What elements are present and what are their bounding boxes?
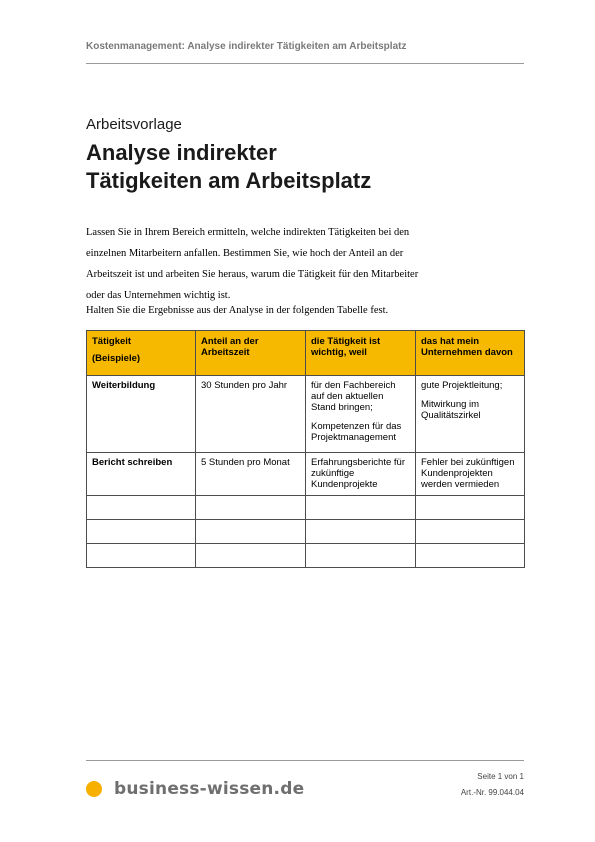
logo-text: business-wissen.de <box>114 779 305 799</box>
empty-cell <box>306 496 416 520</box>
header-share: Anteil an der Arbeitszeit <box>196 331 306 376</box>
cell-why-line: Kompetenzen für das Projektmanagement <box>311 421 402 443</box>
table-row <box>87 376 525 453</box>
empty-cell <box>196 496 306 520</box>
cell-share: 30 Stunden pro Jahr <box>196 376 306 453</box>
table-header-row <box>87 331 525 376</box>
cell-share: 5 Stunden pro Monat <box>196 453 306 496</box>
instruction-paragraph: Halten Sie die Ergebnisse aus der Analyse in der folgenden Tabelle fest. <box>86 305 389 316</box>
page-number: Seite 1 von 1 <box>477 772 524 781</box>
empty-cell <box>87 520 196 544</box>
cell-activity: Weiterbildung <box>87 376 196 453</box>
header-why: die Tätigkeit ist wichtig, weil <box>306 331 416 376</box>
cell-why: Erfahrungsberichte für zukünftige Kundenprojekte <box>306 453 416 496</box>
article-number: Art.-Nr. 99.044.04 <box>460 788 524 797</box>
running-header: Kostenmanagement: Analyse indirekter Tätigkeiten am Arbeitsplatz <box>86 41 407 52</box>
analysis-table <box>86 330 525 568</box>
cell-activity: Bericht schreiben <box>87 453 196 496</box>
page-title <box>86 139 526 195</box>
title-line-1: Analyse indirekter <box>86 140 277 165</box>
brand-logo <box>86 775 304 803</box>
cell-benefit <box>416 376 525 453</box>
table-row-empty <box>87 544 525 568</box>
empty-cell <box>196 520 306 544</box>
cell-benefit-line: gute Projektleitung; <box>421 380 503 391</box>
logo-dot-icon <box>86 781 102 797</box>
empty-cell <box>416 496 525 520</box>
header-activity-sub: (Beispiele) <box>92 353 141 364</box>
cell-benefit: Fehler bei zukünftigen Kundenprojekten werden vermieden <box>416 453 525 496</box>
empty-cell <box>416 520 525 544</box>
footer-divider <box>86 760 524 761</box>
empty-cell <box>196 544 306 568</box>
cell-why <box>306 376 416 453</box>
table-row-empty <box>87 496 525 520</box>
empty-cell <box>87 544 196 568</box>
cell-benefit-line: Mitwirkung im Qualitätszirkel <box>421 399 481 421</box>
empty-cell <box>87 496 196 520</box>
header-divider <box>86 63 524 64</box>
cell-why-line: für den Fachbereich auf den aktuellen Stand bringen; <box>311 380 396 413</box>
table-row <box>87 453 525 496</box>
intro-paragraph: Lassen Sie in Ihrem Bereich ermitteln, welche indirekten Tätigkeiten bei den einzelnen Mitarbeitern anfallen. Bestimmen Sie, wie hoch der Anteil an der Arbeitszeit ist und arbeiten Sie heraus, warum die Tätigkeit für den Mitarbeiter oder das Unternehmen wichtig ist. <box>86 227 419 301</box>
document-type-label: Arbeitsvorlage <box>86 116 182 133</box>
header-benefit: das hat mein Unternehmen davon <box>416 331 525 376</box>
empty-cell <box>306 544 416 568</box>
table-row-empty <box>87 520 525 544</box>
header-activity <box>87 331 196 376</box>
header-activity-label: Tätigkeit <box>92 336 132 347</box>
empty-cell <box>306 520 416 544</box>
empty-cell <box>416 544 525 568</box>
title-line-2: Tätigkeiten am Arbeitsplatz <box>86 168 372 193</box>
